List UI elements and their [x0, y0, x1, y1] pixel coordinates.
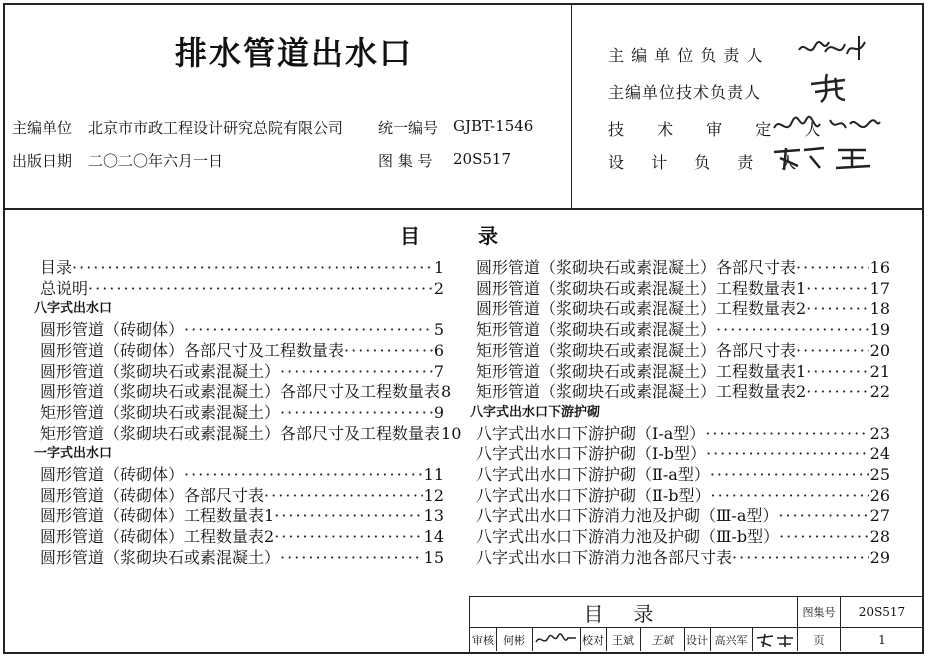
toc-entry	[470, 548, 890, 568]
tb-review-signature	[532, 628, 580, 651]
toc-entry	[34, 279, 444, 299]
toc-entry	[34, 362, 444, 382]
toc-entry	[470, 341, 890, 361]
toc-entry-label: 圆形管道（砖砌体）工程数量表2	[40, 527, 275, 547]
toc-leader-dots	[280, 362, 433, 382]
toc-entry	[470, 299, 890, 319]
toc-entry-label: 圆形管道（砖砌体）	[40, 320, 185, 340]
tb-cell-divider	[752, 628, 753, 651]
date-label: 出版日期	[12, 152, 73, 170]
toc-leader-dots	[732, 548, 869, 568]
tb-check-label: 校对	[582, 633, 604, 647]
toc-entry	[470, 486, 890, 506]
toc-entry-label: 八字式出水口下游护砌（Ⅱ-b型）	[476, 485, 711, 505]
toc-entry-page: 10	[441, 423, 462, 443]
toc-entry-page: 11	[423, 465, 444, 484]
toc-entry	[34, 506, 444, 526]
tb-check-name: 王斌	[612, 633, 634, 647]
toc-leader-dots	[711, 486, 869, 506]
toc-entry-label: 八字式出水口下游护砌（Ⅰ-a型）	[476, 423, 706, 443]
signature-design-lead	[770, 142, 880, 174]
toc-leader-dots	[88, 279, 433, 299]
toc-entry	[470, 279, 890, 299]
role-chief-unit-head: 主 编 单 位 负 责 人	[608, 46, 764, 65]
tb-atlas-value: 20S517	[858, 605, 906, 619]
toc-entry-label: 圆形管道（浆砌块石或素混凝土）	[40, 547, 281, 567]
toc-entry-label: 圆形管道（浆砌块石或素混凝土）	[40, 361, 281, 381]
toc-leader-dots	[274, 506, 422, 526]
toc-entry-label: 圆形管道（浆砌块石或素混凝土）各部尺寸及工程数量表	[40, 382, 441, 402]
toc-entry-page: 8	[441, 382, 452, 402]
toc-leader-dots	[274, 527, 422, 547]
toc-leader-dots	[344, 341, 433, 361]
toc-entry-label: 矩形管道（浆砌块石或素混凝土）各部尺寸表	[476, 340, 797, 360]
atlas-label: 图 集 号	[378, 152, 433, 170]
toc-entry-label: 目录	[40, 258, 73, 277]
toc-section-heading	[470, 403, 890, 423]
toc-entry	[470, 258, 890, 278]
toc-entry-label: 八字式出水口下游消力池各部尺寸表	[476, 547, 733, 567]
toc-entry-label: 圆形管道（砖砌体）	[40, 465, 185, 484]
signature-chief-tech-head	[805, 70, 855, 106]
toc-entry	[470, 320, 890, 340]
header-vertical-divider	[571, 4, 572, 208]
toc-leader-dots	[706, 444, 869, 464]
tb-cell-divider	[606, 628, 607, 651]
toc-entry-label: 圆形管道（浆砌块石或素混凝土）工程数量表2	[476, 299, 807, 319]
toc-entry-label: 矩形管道（浆砌块石或素混凝土）工程数量表1	[476, 361, 807, 381]
toc-entry-label: 圆形管道（砖砌体）工程数量表1	[40, 506, 275, 526]
toc-leader-dots	[806, 362, 868, 382]
toc-entry-label: 圆形管道（浆砌块石或素混凝土）各部尺寸表	[476, 258, 797, 277]
tb-review-label: 审核	[472, 633, 494, 647]
tb-cell-divider	[684, 628, 685, 651]
toc-entry	[34, 527, 444, 547]
toc-entry-page: 24	[869, 444, 890, 464]
toc-entry	[34, 548, 444, 568]
toc-entry	[34, 403, 444, 423]
tb-check-signature: 王斌	[651, 633, 673, 647]
toc-entry-page: 28	[869, 527, 890, 547]
toc-entry	[34, 341, 444, 361]
toc-entry-page: 9	[433, 402, 444, 422]
toc-entry-page: 23	[869, 423, 890, 443]
toc-entry-page: 16	[869, 258, 890, 277]
toc-entry	[470, 465, 890, 485]
toc-entry-label: 八字式出水口下游消力池及护砌（Ⅲ-a型）	[476, 506, 779, 526]
role-design-lead: 设 计 负 责 人	[608, 153, 808, 172]
toc-entry-page: 15	[423, 547, 444, 567]
tb-cell-divider	[496, 628, 497, 651]
toc-entry-page: 7	[433, 361, 444, 381]
toc-entry-page: 14	[423, 527, 444, 547]
toc-entry-label: 八字式出水口下游消力池及护砌（Ⅲ-b型）	[476, 527, 780, 547]
date-value: 二〇二〇年六月一日	[88, 152, 224, 170]
toc-entry-page: 1	[433, 258, 444, 277]
atlas-value: 20S517	[453, 150, 511, 168]
toc-entry-page: 21	[869, 361, 890, 381]
serial-value: GJBT-1546	[453, 117, 534, 135]
toc-leader-dots	[184, 465, 423, 485]
tb-design-name: 高兴军	[714, 633, 748, 647]
toc-entry	[34, 465, 444, 485]
toc-leader-dots	[796, 341, 869, 361]
toc-entry-page: 27	[869, 506, 890, 526]
toc-entry-page: 5	[433, 320, 444, 340]
header-divider	[3, 208, 924, 210]
toc-entry	[470, 506, 890, 526]
toc-entry-label: 八字式出水口下游护砌	[470, 404, 601, 420]
serial-label: 统一编号	[378, 119, 439, 137]
toc-entry-label: 圆形管道（浆砌块石或素混凝土）工程数量表1	[476, 278, 807, 298]
toc-leader-dots	[779, 527, 869, 547]
signature-technical-reviewer	[770, 110, 885, 140]
document-title: 排水管道出水口	[175, 34, 414, 72]
tb-cell-divider	[710, 628, 711, 651]
tb-cell-divider	[580, 628, 581, 651]
toc-leader-dots	[806, 299, 868, 319]
toc-entry-label: 矩形管道（浆砌块石或素混凝土）	[476, 320, 717, 340]
toc-leader-dots	[705, 424, 868, 444]
toc-section-heading	[34, 299, 444, 319]
title-block	[469, 596, 922, 652]
tb-review-name: 何彬	[503, 633, 525, 647]
tb-design-signature	[752, 628, 797, 651]
toc-entry-label: 总说明	[40, 278, 89, 298]
toc-leader-dots	[280, 403, 433, 423]
toc-entry-label: 矩形管道（浆砌块石或素混凝土）	[40, 402, 281, 422]
toc-entry	[470, 362, 890, 382]
toc-entry-page: 2	[433, 278, 444, 298]
role-chief-tech-head: 主编单位技术负责人	[608, 83, 762, 102]
toc-entry-page: 19	[869, 320, 890, 340]
tb-cell-divider	[640, 628, 641, 651]
toc-leader-dots	[716, 320, 869, 340]
toc-entry-page: 20	[869, 340, 890, 360]
chief-unit-label: 主编单位	[12, 119, 73, 137]
toc-entry-page: 12	[423, 485, 444, 505]
toc-entry-page: 17	[869, 278, 890, 298]
toc-entry-page: 26	[869, 485, 890, 505]
toc-leader-dots	[806, 279, 868, 299]
toc-entry	[470, 444, 890, 464]
toc-entry-label: 八字式出水口下游护砌（Ⅱ-a型）	[476, 465, 710, 484]
toc-leader-dots	[806, 382, 868, 402]
toc-entry	[34, 423, 462, 444]
toc-entry-page: 29	[869, 547, 890, 567]
toc-entry-page: 18	[869, 299, 890, 319]
toc-entry	[470, 424, 890, 444]
toc-heading: 目录	[400, 224, 556, 248]
toc-entry-page: 13	[423, 506, 444, 526]
toc-entry-label: 圆形管道（砖砌体）各部尺寸及工程数量表	[40, 340, 345, 360]
tb-cell-divider	[532, 628, 533, 651]
toc-entry-label: 矩形管道（浆砌块石或素混凝土）工程数量表2	[476, 382, 807, 402]
toc-entry	[34, 382, 452, 402]
toc-entry-label: 八字式出水口	[34, 301, 113, 317]
chief-unit-value: 北京市市政工程设计研究总院有限公司	[88, 119, 344, 137]
tb-page-value: 1	[878, 632, 886, 647]
toc-entry	[34, 486, 444, 506]
toc-leader-dots	[778, 506, 868, 526]
toc-entry	[470, 382, 890, 402]
toc-leader-dots	[710, 465, 869, 485]
signature-chief-unit-head	[795, 32, 875, 66]
toc-entry-page: 22	[869, 382, 890, 402]
tb-page-label: 页	[813, 633, 825, 647]
toc-section-heading	[34, 444, 444, 464]
toc-entry-page: 25	[869, 465, 890, 484]
toc-entry-label: 八字式出水口下游护砌（Ⅰ-b型）	[476, 444, 706, 464]
role-technical-reviewer: 技 术 审 定 人	[608, 120, 835, 139]
toc-entry	[470, 527, 890, 547]
toc-entry-label: 一字式出水口	[34, 446, 113, 462]
toc-leader-dots	[72, 258, 433, 278]
toc-entry-label: 圆形管道（砖砌体）各部尺寸表	[40, 485, 265, 505]
tb-atlas-label: 图集号	[802, 606, 836, 619]
toc-leader-dots	[796, 258, 869, 278]
toc-leader-dots	[280, 548, 423, 568]
toc-entry-page: 6	[433, 340, 444, 360]
toc-entry	[34, 258, 444, 278]
toc-leader-dots	[184, 320, 433, 340]
tb-design-label: 设计	[686, 633, 708, 647]
toc-leader-dots	[264, 486, 423, 506]
toc-entry	[34, 320, 444, 340]
toc-entry-label: 矩形管道（浆砌块石或素混凝土）各部尺寸及工程数量表	[40, 423, 441, 443]
tb-sheet-name: 目录	[583, 601, 684, 626]
